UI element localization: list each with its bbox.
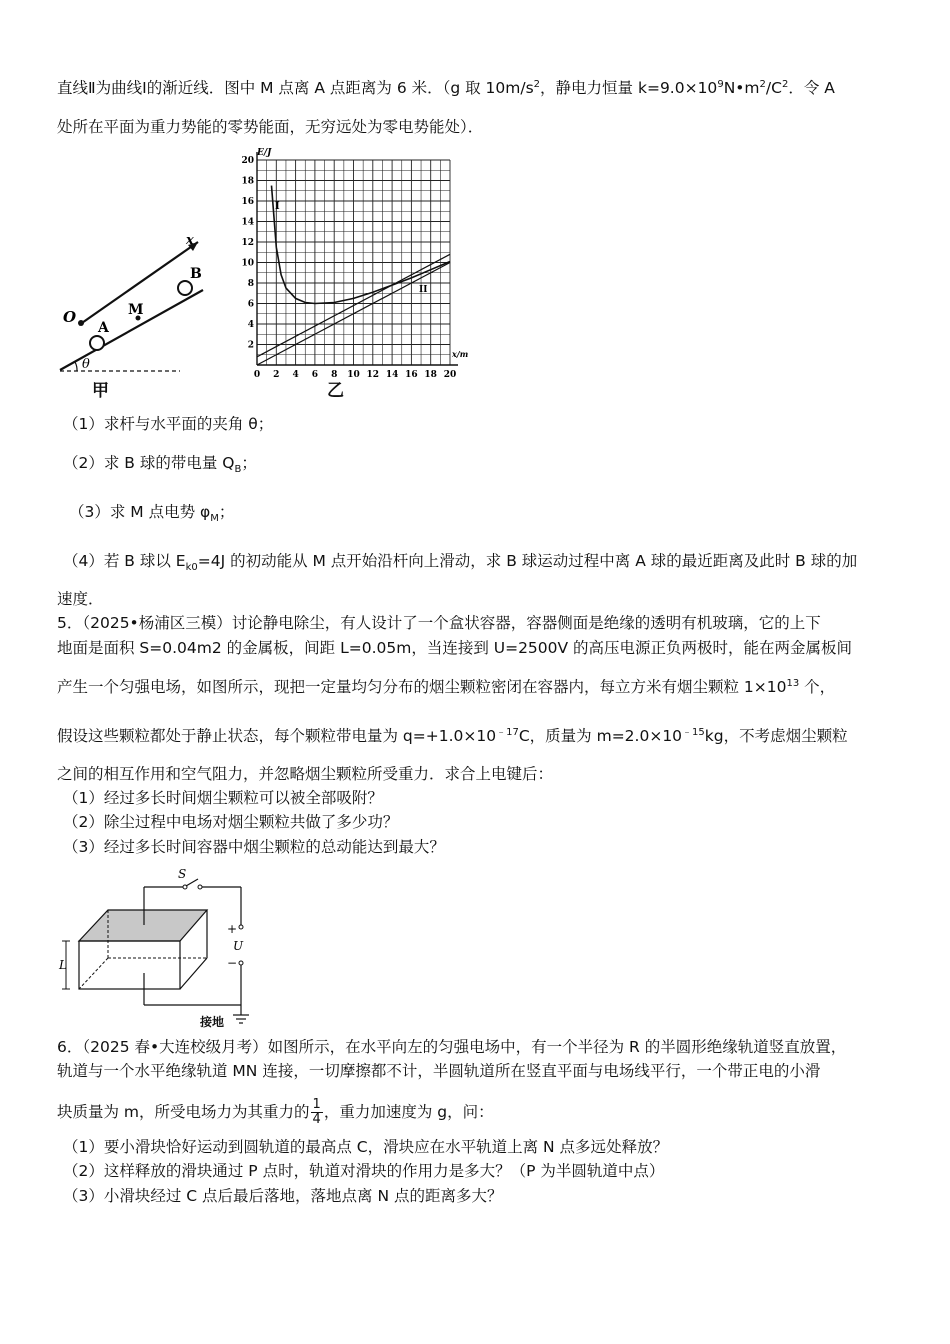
q5-line-4: 假设这些颗粒都处于静止状态，每个颗粒带电量为 $q=+1.0\times 10^{﹣17}C$，质量为 $m=2.0\times 10^{﹣15}kg$，不考虑烟尘颗粒 bbox=[57, 726, 848, 745]
figure-jia bbox=[55, 225, 215, 400]
label-s: S bbox=[178, 867, 187, 881]
label-b: B bbox=[190, 266, 202, 282]
q5-line-1: 5．（2025•杨浦区三模）讨论静电除尘，有人设计了一个盒状容器，容器侧面是绝缘的透明有机玻璃，它的上下 bbox=[57, 614, 821, 632]
label-ground: 接地 bbox=[200, 1015, 225, 1029]
terminal-plus bbox=[239, 925, 243, 929]
q5-item-3: （3）经过多长时间容器中烟尘颗粒的总动能达到最大？ bbox=[63, 838, 445, 856]
y-tick-label: 6 bbox=[247, 299, 254, 310]
q4-item-2: （2）求 B 球的带电量 $Q_B$； bbox=[63, 454, 257, 476]
q4-item-4-cont: 速度． bbox=[57, 590, 104, 608]
y-tick-label: 16 bbox=[241, 197, 254, 207]
x-tick-label: 20 bbox=[443, 370, 457, 380]
intro-line-2: 处所在平面为重力势能的零势能面，无穷远处为零电势能处）． bbox=[57, 118, 484, 136]
label-m: M bbox=[128, 302, 144, 318]
x-tick-label: 2 bbox=[273, 370, 280, 380]
y-tick-label: 10 bbox=[241, 258, 254, 269]
y-tick-label: 8 bbox=[247, 279, 254, 289]
label-a: A bbox=[98, 320, 109, 336]
label-o: O bbox=[63, 308, 77, 326]
y-tick-label: 14 bbox=[241, 217, 254, 228]
x-tick-label: 14 bbox=[385, 370, 399, 380]
curve-label-i: I bbox=[275, 201, 280, 212]
intro-line-1: 直线Ⅱ为曲线Ⅰ的渐近线．图中 M 点离 A 点距离为 6 米．（g 取 $10m/s^2$，静电力恒量 $k=9.0\times 10^9N•m^2/C^2$．令 A bbox=[57, 78, 835, 97]
ball-a bbox=[90, 336, 104, 350]
x-tick-label: 12 bbox=[366, 370, 380, 380]
label-l: L bbox=[59, 958, 67, 972]
x-tick-label: 8 bbox=[331, 370, 338, 380]
ball-b bbox=[178, 281, 192, 295]
q6-line-1: 6．（2025 春•大连校级月考）如图所示，在水平向左的匀强电场中，有一个半径为 R 的半圆形绝缘轨道竖直放置， bbox=[57, 1038, 847, 1056]
switch-arm bbox=[186, 879, 198, 886]
chart-ylabel: E/J bbox=[257, 148, 272, 158]
terminal-minus bbox=[239, 961, 243, 965]
chart-axes bbox=[257, 152, 458, 365]
q4-item-1: （1）求杆与水平面的夹角 θ； bbox=[63, 415, 274, 433]
y-tick-label: 20 bbox=[241, 156, 254, 166]
y-tick-label: 4 bbox=[247, 320, 254, 330]
curve-label-ii: II bbox=[419, 285, 428, 295]
label-minus: − bbox=[227, 956, 238, 970]
q6-item-3: （3）小滑块经过 C 点后最后落地，落地点离 N 点的距离多大？ bbox=[63, 1187, 503, 1205]
q5-line-5: 之间的相互作用和空气阻力，并忽略烟尘颗粒所受重力．求合上电键后： bbox=[57, 765, 554, 783]
q4-item-4: （4）若 B 球以 $E_{k0}=4J$ 的初动能从 M 点开始沿杆向上滑动，求 B 球运动过程中离 A 球的最近距离及此时 B 球的加 bbox=[63, 552, 858, 574]
x-tick-label: 16 bbox=[405, 370, 418, 380]
q5-line-3: 产生一个匀强电场，如图所示，现把一定量均匀分布的烟尘颗粒密闭在容器内，每立方米有烟尘颗粒 $1\times 10^{13}$ 个， bbox=[57, 677, 836, 696]
label-theta: θ bbox=[82, 357, 90, 372]
figure-yi-caption: 乙 bbox=[327, 381, 344, 401]
y-tick-label: 12 bbox=[241, 238, 254, 248]
q5-item-2: （2）除尘过程中电场对烟尘颗粒共做了多少功？ bbox=[63, 813, 399, 831]
top-plate bbox=[79, 910, 207, 941]
label-plus: + bbox=[227, 922, 238, 936]
q6-item-2: （2）这样释放的滑块通过 P 点时，轨道对滑块的作用力是多大？（P 为半圆轨道中点） bbox=[63, 1162, 665, 1180]
chart-grid bbox=[257, 160, 450, 365]
switch-contact-right bbox=[198, 885, 202, 889]
x-tick-label: 0 bbox=[253, 370, 261, 380]
x-tick-label: 6 bbox=[311, 370, 319, 380]
label-u: U bbox=[233, 939, 244, 953]
q5-item-1: （1）经过多长时间烟尘颗粒可以被全部吸附？ bbox=[63, 789, 383, 807]
figure-yi-chart bbox=[230, 145, 475, 380]
chart-xlabel: x/m bbox=[452, 349, 469, 359]
label-x: x bbox=[186, 233, 194, 248]
q6-line-3: 块质量为 m，所受电场力为其重力的 $\frac{1}{4}$ ，重力加速度为 g，问： bbox=[57, 1097, 494, 1127]
x-tick-label: 4 bbox=[292, 370, 299, 380]
box-front bbox=[79, 941, 180, 989]
point-o bbox=[78, 320, 84, 326]
fraction-one-quarter: $\frac{1}{4}$ bbox=[312, 1097, 321, 1127]
figure-box-capacitor bbox=[55, 865, 265, 1035]
x-tick-label: 10 bbox=[347, 370, 360, 380]
angle-arc bbox=[75, 362, 77, 371]
q5-line-2: 地面是面积 S=0.04m2 的金属板，间距 L=0.05m，当连接到 U=2500V 的高压电源正负两极时，能在两金属板间 bbox=[57, 639, 853, 657]
figure-jia-caption: 甲 bbox=[92, 381, 109, 401]
y-tick-label: 18 bbox=[241, 176, 254, 187]
y-tick-label: 2 bbox=[247, 340, 254, 351]
x-tick-label: 18 bbox=[424, 370, 437, 380]
q4-item-3: （3）求 M 点电势 $\varphi_M$； bbox=[69, 503, 235, 525]
q6-line-2: 轨道与一个水平绝缘轨道 MN 连接，一切摩擦都不计，半圆轨道所在竖直平面与电场线平行，一个带正电的小滑 bbox=[57, 1062, 821, 1080]
q6-item-1: （1）要小滑块恰好运动到圆轨道的最高点 C，滑块应在水平轨道上离 N 点多远处释放？ bbox=[63, 1138, 669, 1156]
